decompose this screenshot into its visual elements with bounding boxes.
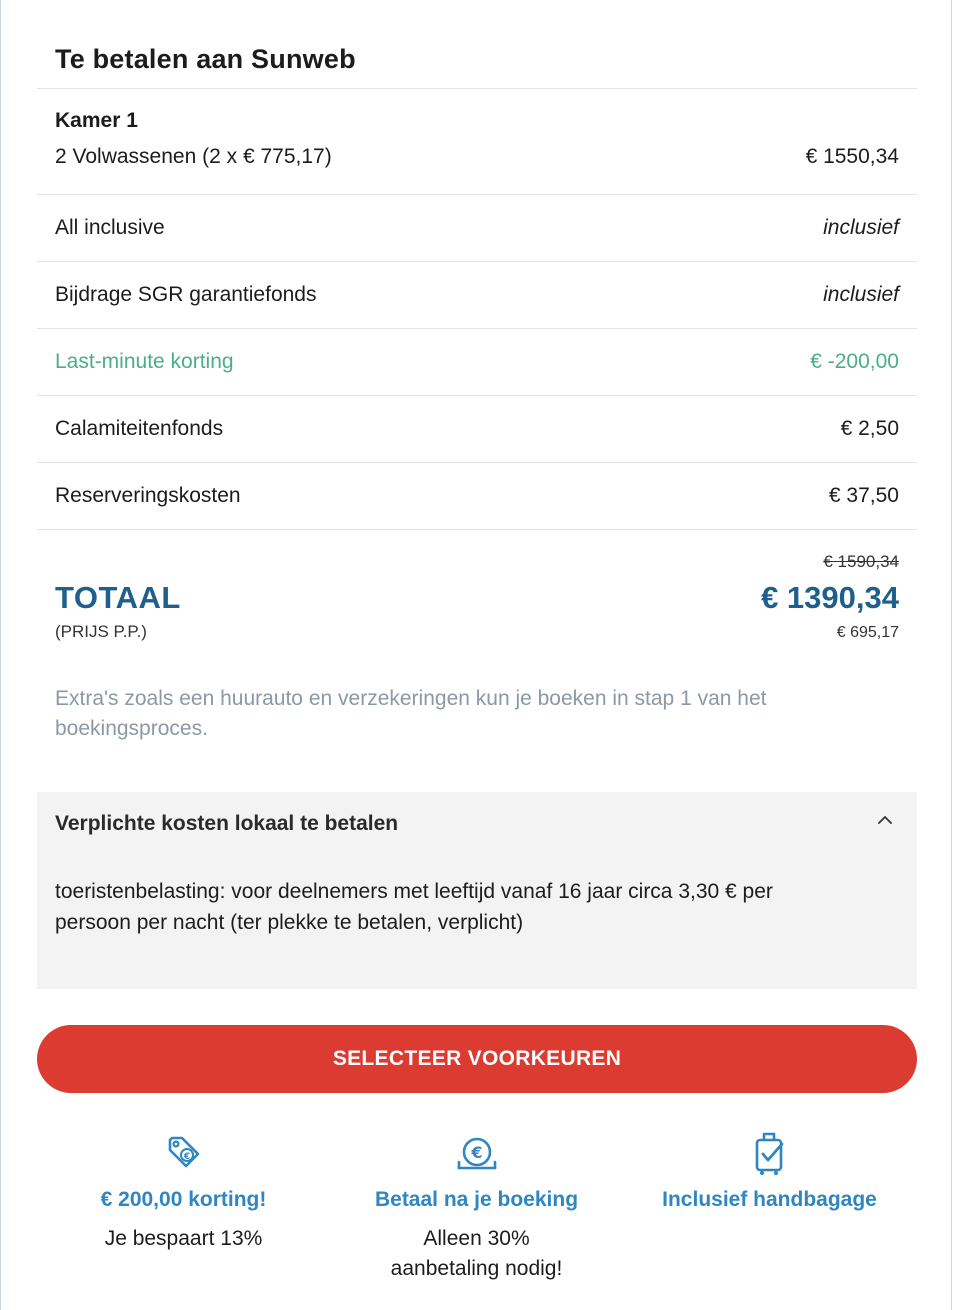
total-label: TOTAAL — [55, 580, 181, 615]
usp-hand-luggage — [623, 1132, 916, 1284]
line-value: inclusief — [823, 216, 899, 239]
line-label: Last-minute korting — [55, 350, 234, 373]
section-title: Te betalen aan Sunweb — [37, 0, 917, 89]
old-price: € 1590,34 — [823, 552, 899, 571]
local-costs-accordion — [37, 792, 917, 989]
line-label: Reserveringskosten — [55, 484, 241, 507]
per-person-price: € 695,17 — [836, 624, 899, 641]
svg-text:€: € — [183, 1152, 190, 1162]
room-section — [37, 89, 917, 195]
accordion-body: toeristenbelasting: voor deelnemers met leeftijd vanaf 16 jaar circa 3,30 € per persoon per nacht (ter plekke te betalen, verplicht) — [55, 880, 773, 934]
svg-text:€: € — [470, 1143, 483, 1162]
line-value: € 2,50 — [840, 417, 899, 440]
room-description: 2 Volwassenen (2 x € 775,17) — [55, 145, 332, 168]
usp-title: € 200,00 korting! — [100, 1188, 267, 1211]
line-sgr-garantiefonds — [37, 262, 917, 329]
usp-payment — [330, 1132, 623, 1284]
chevron-up-icon[interactable] — [875, 810, 895, 830]
line-reserveringskosten — [37, 463, 917, 530]
suitcase-check-icon — [752, 1132, 788, 1176]
extras-note: Extra's zoals een huurauto en verzekeringen kun je boeken in stap 1 van het boekingsproces. — [55, 687, 767, 740]
line-label: Calamiteitenfonds — [55, 417, 224, 440]
room-title: Kamer 1 — [55, 109, 138, 132]
line-label: All inclusive — [55, 216, 165, 239]
line-calamiteitenfonds — [37, 396, 917, 463]
room-price-row — [55, 145, 899, 169]
usp-row — [37, 1132, 917, 1284]
euro-coin-icon — [455, 1132, 499, 1172]
line-label: Bijdrage SGR garantiefonds — [55, 283, 317, 306]
usp-subtitle: Alleen 30% aanbetaling nodig! — [390, 1227, 563, 1280]
line-value: € -200,00 — [810, 350, 899, 373]
usp-title: Inclusief handbagage — [662, 1188, 877, 1211]
line-value: € 37,50 — [828, 484, 899, 507]
price-breakdown-panel — [37, 0, 917, 1093]
select-preferences-button[interactable]: SELECTEER VOORKEUREN — [37, 1025, 917, 1093]
total-price: € 1390,34 — [761, 580, 899, 615]
usp-subtitle: Je bespaart 13% — [104, 1227, 263, 1250]
room-price: € 1550,34 — [805, 145, 899, 168]
usp-discount — [37, 1132, 330, 1284]
per-person-label: (PRIJS P.P.) — [55, 622, 147, 641]
accordion-title[interactable]: Verplichte kosten lokaal te betalen — [55, 812, 399, 835]
total-block — [37, 530, 917, 670]
line-value: inclusief — [823, 283, 899, 306]
line-all-inclusive — [37, 195, 917, 262]
usp-title: Betaal na je boeking — [374, 1188, 579, 1211]
discount-tag-icon — [164, 1132, 204, 1172]
line-last-minute-discount — [37, 329, 917, 396]
